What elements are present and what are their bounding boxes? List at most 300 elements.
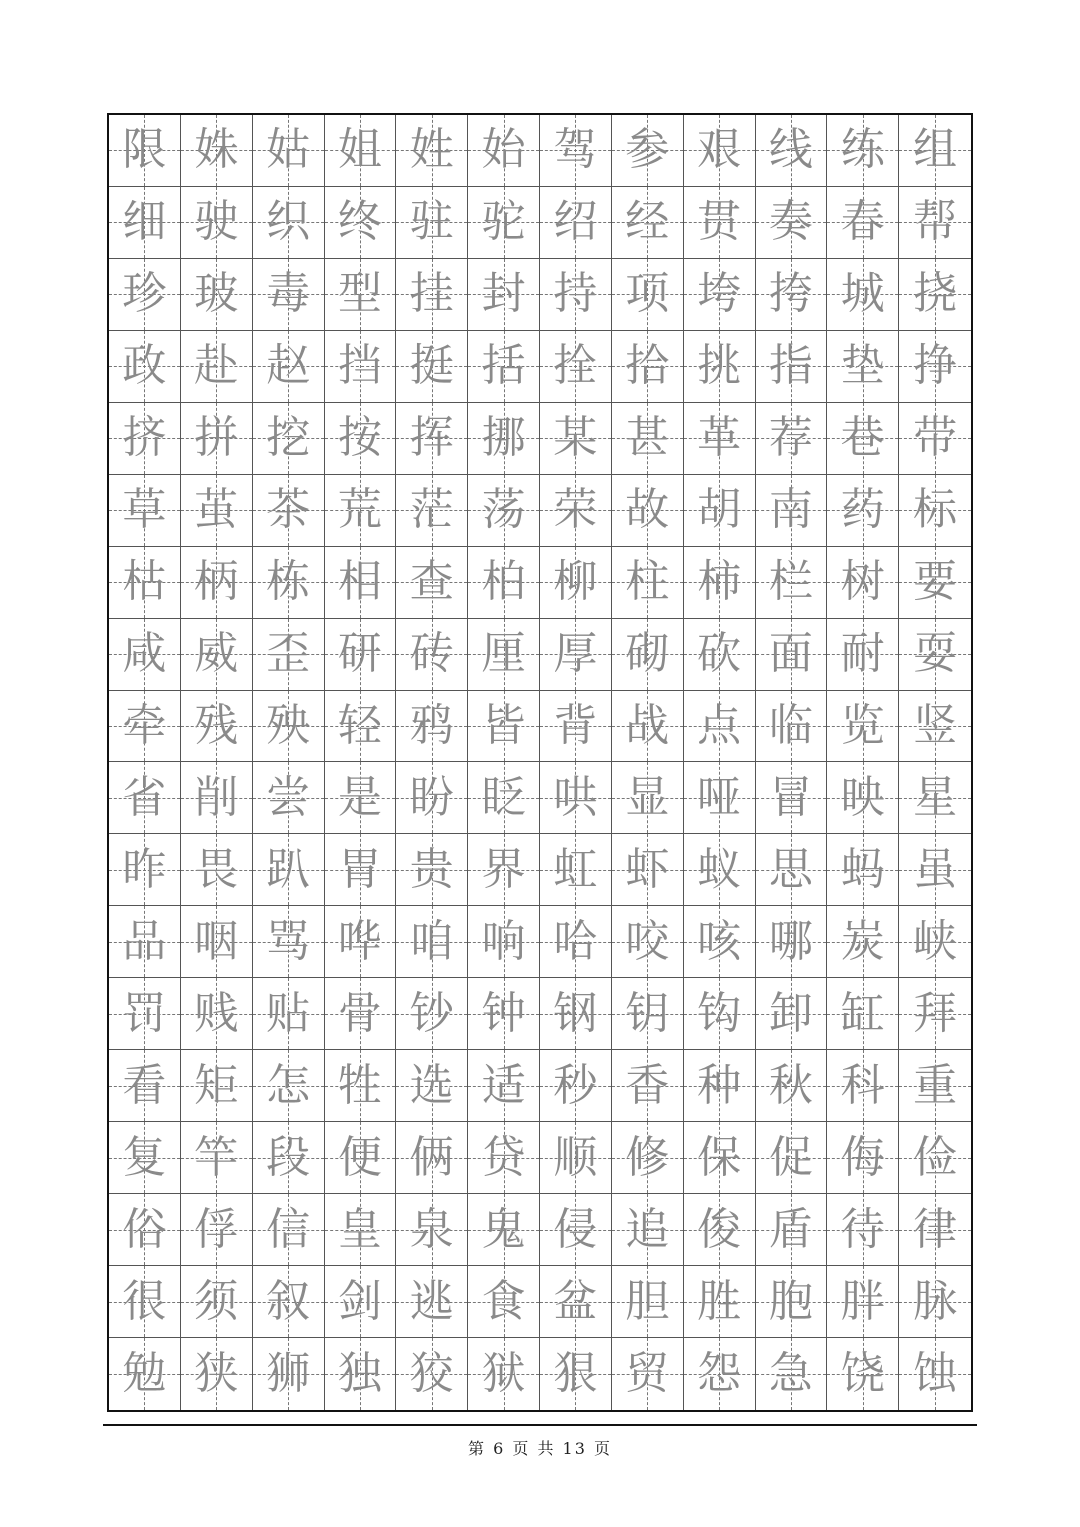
grid-cell bbox=[253, 1266, 325, 1338]
grid-cell bbox=[325, 187, 397, 259]
character: 顺 bbox=[553, 1131, 598, 1183]
character: 蚂 bbox=[840, 843, 885, 895]
character: 畏 bbox=[194, 843, 239, 895]
grid-cell bbox=[325, 762, 397, 834]
grid-cell bbox=[827, 187, 899, 259]
character: 栋 bbox=[266, 556, 311, 608]
character: 枯 bbox=[122, 556, 167, 608]
character: 览 bbox=[840, 700, 885, 752]
character: 胡 bbox=[697, 484, 742, 536]
grid-cell bbox=[468, 1050, 540, 1122]
grid-cell bbox=[899, 475, 971, 547]
grid-cell bbox=[325, 906, 397, 978]
character: 眨 bbox=[481, 771, 526, 823]
grid-cell bbox=[253, 1194, 325, 1266]
grid-cell bbox=[827, 1266, 899, 1338]
character: 哪 bbox=[768, 915, 813, 967]
character: 显 bbox=[625, 771, 670, 823]
character: 带 bbox=[913, 412, 958, 464]
character: 趴 bbox=[266, 843, 311, 895]
character: 钩 bbox=[697, 987, 742, 1039]
character: 咱 bbox=[409, 915, 454, 967]
grid-cell bbox=[396, 619, 468, 691]
grid-cell bbox=[325, 1122, 397, 1194]
character: 柏 bbox=[481, 556, 526, 608]
grid-cell bbox=[827, 115, 899, 187]
grid-cell bbox=[540, 978, 612, 1050]
grid-cell bbox=[612, 1050, 684, 1122]
grid-cell bbox=[684, 978, 756, 1050]
character: 蚀 bbox=[913, 1348, 958, 1400]
grid-cell bbox=[899, 1194, 971, 1266]
character: 选 bbox=[409, 1059, 454, 1111]
grid-cell bbox=[468, 619, 540, 691]
character: 型 bbox=[337, 268, 382, 320]
character: 独 bbox=[337, 1348, 382, 1400]
grid-cell bbox=[540, 1266, 612, 1338]
grid-cell bbox=[756, 475, 828, 547]
grid-cell bbox=[612, 403, 684, 475]
grid-cell bbox=[540, 834, 612, 906]
character: 挣 bbox=[913, 340, 958, 392]
grid-cell bbox=[396, 1266, 468, 1338]
character: 响 bbox=[481, 915, 526, 967]
character: 砍 bbox=[697, 628, 742, 680]
grid-cell bbox=[109, 691, 181, 763]
grid-cell bbox=[468, 115, 540, 187]
grid-cell bbox=[468, 259, 540, 331]
grid-cell bbox=[899, 403, 971, 475]
character: 驶 bbox=[194, 196, 239, 248]
character: 始 bbox=[481, 124, 526, 176]
grid-cell bbox=[325, 834, 397, 906]
character: 相 bbox=[337, 556, 382, 608]
grid-cell bbox=[540, 906, 612, 978]
grid-cell bbox=[253, 619, 325, 691]
grid-cell bbox=[109, 259, 181, 331]
grid-cell bbox=[684, 547, 756, 619]
grid-cell bbox=[181, 978, 253, 1050]
character: 艰 bbox=[697, 124, 742, 176]
character: 尝 bbox=[266, 771, 311, 823]
character: 练 bbox=[840, 124, 885, 176]
character: 哑 bbox=[697, 771, 742, 823]
grid-cell bbox=[253, 762, 325, 834]
character: 药 bbox=[840, 484, 885, 536]
character: 贱 bbox=[194, 987, 239, 1039]
grid-cell bbox=[899, 906, 971, 978]
character: 钞 bbox=[409, 987, 454, 1039]
grid-cell bbox=[109, 1122, 181, 1194]
character: 挤 bbox=[122, 412, 167, 464]
character: 草 bbox=[122, 484, 167, 536]
character: 挑 bbox=[697, 340, 742, 392]
character: 狭 bbox=[194, 1348, 239, 1400]
character: 残 bbox=[194, 700, 239, 752]
character: 帮 bbox=[913, 196, 958, 248]
grid-cell bbox=[756, 906, 828, 978]
character: 冒 bbox=[768, 771, 813, 823]
grid-cell bbox=[181, 331, 253, 403]
grid-cell bbox=[827, 1122, 899, 1194]
character: 括 bbox=[481, 340, 526, 392]
grid-cell bbox=[540, 259, 612, 331]
character: 叙 bbox=[266, 1275, 311, 1327]
grid-cell bbox=[612, 187, 684, 259]
character: 骂 bbox=[266, 915, 311, 967]
character: 胆 bbox=[625, 1275, 670, 1327]
grid-cell bbox=[899, 834, 971, 906]
grid-cell bbox=[109, 1266, 181, 1338]
character: 香 bbox=[625, 1059, 670, 1111]
grid-cell bbox=[468, 475, 540, 547]
character: 挡 bbox=[337, 340, 382, 392]
grid-cell bbox=[899, 115, 971, 187]
character: 故 bbox=[625, 484, 670, 536]
grid-cell bbox=[396, 834, 468, 906]
character: 便 bbox=[337, 1131, 382, 1183]
character: 柿 bbox=[697, 556, 742, 608]
grid-cell bbox=[540, 547, 612, 619]
grid-cell bbox=[612, 475, 684, 547]
grid-cell bbox=[827, 978, 899, 1050]
character: 厚 bbox=[553, 628, 598, 680]
character: 临 bbox=[768, 700, 813, 752]
grid-cell bbox=[468, 1194, 540, 1266]
character: 耍 bbox=[913, 628, 958, 680]
grid-cell bbox=[540, 1050, 612, 1122]
character: 挥 bbox=[409, 412, 454, 464]
grid-cell bbox=[899, 978, 971, 1050]
grid-cell bbox=[756, 1050, 828, 1122]
character: 急 bbox=[768, 1348, 813, 1400]
character: 贴 bbox=[266, 987, 311, 1039]
character: 重 bbox=[913, 1059, 958, 1111]
grid-cell bbox=[325, 547, 397, 619]
character: 指 bbox=[768, 340, 813, 392]
grid-cell bbox=[756, 1122, 828, 1194]
grid-cell bbox=[540, 403, 612, 475]
character: 茫 bbox=[409, 484, 454, 536]
grid-cell bbox=[253, 331, 325, 403]
grid-cell bbox=[181, 475, 253, 547]
grid-cell bbox=[181, 1266, 253, 1338]
grid-cell bbox=[109, 834, 181, 906]
character: 怨 bbox=[697, 1348, 742, 1400]
character: 皇 bbox=[337, 1203, 382, 1255]
grid-cell bbox=[540, 115, 612, 187]
grid-cell bbox=[109, 1338, 181, 1410]
character: 律 bbox=[913, 1203, 958, 1255]
character: 茶 bbox=[266, 484, 311, 536]
grid-cell bbox=[253, 187, 325, 259]
grid-cell bbox=[827, 1194, 899, 1266]
grid-cell bbox=[827, 906, 899, 978]
character: 背 bbox=[553, 700, 598, 752]
character: 驻 bbox=[409, 196, 454, 248]
character: 挂 bbox=[409, 268, 454, 320]
character: 种 bbox=[697, 1059, 742, 1111]
character: 贷 bbox=[481, 1131, 526, 1183]
character: 罚 bbox=[122, 987, 167, 1039]
grid-cell bbox=[899, 1122, 971, 1194]
character: 狮 bbox=[266, 1348, 311, 1400]
grid-cell bbox=[325, 619, 397, 691]
character: 俘 bbox=[194, 1203, 239, 1255]
character: 挠 bbox=[913, 268, 958, 320]
grid-cell bbox=[181, 547, 253, 619]
character: 侵 bbox=[553, 1203, 598, 1255]
grid-cell bbox=[756, 1338, 828, 1410]
character: 织 bbox=[266, 196, 311, 248]
character: 盾 bbox=[768, 1203, 813, 1255]
grid-cell bbox=[540, 619, 612, 691]
character: 研 bbox=[337, 628, 382, 680]
character: 南 bbox=[768, 484, 813, 536]
grid-cell bbox=[325, 331, 397, 403]
grid-cell bbox=[612, 834, 684, 906]
character: 看 bbox=[122, 1059, 167, 1111]
grid-cell bbox=[396, 978, 468, 1050]
character: 茧 bbox=[194, 484, 239, 536]
grid-cell bbox=[468, 1338, 540, 1410]
character: 绍 bbox=[553, 196, 598, 248]
character: 哄 bbox=[553, 771, 598, 823]
character: 经 bbox=[625, 196, 670, 248]
character: 星 bbox=[913, 771, 958, 823]
character: 虽 bbox=[913, 843, 958, 895]
grid-cell bbox=[684, 115, 756, 187]
bottom-rule bbox=[103, 1424, 977, 1426]
grid-cell bbox=[756, 1266, 828, 1338]
character: 厘 bbox=[481, 628, 526, 680]
grid-cell bbox=[396, 1194, 468, 1266]
grid-cell bbox=[612, 1194, 684, 1266]
character: 垮 bbox=[697, 268, 742, 320]
character: 咸 bbox=[122, 628, 167, 680]
character: 竿 bbox=[194, 1131, 239, 1183]
character: 削 bbox=[194, 771, 239, 823]
page-number: 第 6 页 共 13 页 bbox=[468, 1439, 612, 1458]
grid-cell bbox=[827, 1338, 899, 1410]
character: 砖 bbox=[409, 628, 454, 680]
character: 荒 bbox=[337, 484, 382, 536]
character: 胃 bbox=[337, 843, 382, 895]
grid-cell bbox=[684, 187, 756, 259]
grid-cell bbox=[109, 762, 181, 834]
grid-cell bbox=[396, 1122, 468, 1194]
character: 俭 bbox=[913, 1131, 958, 1183]
grid-cell bbox=[253, 403, 325, 475]
grid-cell bbox=[756, 619, 828, 691]
grid-cell bbox=[612, 1122, 684, 1194]
character: 荡 bbox=[481, 484, 526, 536]
grid-cell bbox=[684, 1122, 756, 1194]
character: 参 bbox=[625, 124, 670, 176]
grid-cell bbox=[827, 547, 899, 619]
character: 线 bbox=[768, 124, 813, 176]
character: 蚁 bbox=[697, 843, 742, 895]
grid-cell bbox=[253, 978, 325, 1050]
grid-cell bbox=[756, 331, 828, 403]
character: 毒 bbox=[266, 268, 311, 320]
grid-cell bbox=[396, 403, 468, 475]
grid-cell bbox=[540, 475, 612, 547]
character: 歪 bbox=[266, 628, 311, 680]
character: 皆 bbox=[481, 700, 526, 752]
grid-cell bbox=[756, 547, 828, 619]
character: 姑 bbox=[266, 124, 311, 176]
character: 要 bbox=[913, 556, 958, 608]
character: 点 bbox=[697, 700, 742, 752]
character: 省 bbox=[122, 771, 167, 823]
character: 姐 bbox=[337, 124, 382, 176]
character: 俊 bbox=[697, 1203, 742, 1255]
grid-cell bbox=[756, 115, 828, 187]
grid-cell bbox=[684, 331, 756, 403]
character: 胞 bbox=[768, 1275, 813, 1327]
grid-cell bbox=[181, 906, 253, 978]
grid-cell bbox=[540, 187, 612, 259]
character: 某 bbox=[553, 412, 598, 464]
character: 峡 bbox=[913, 915, 958, 967]
character: 钥 bbox=[625, 987, 670, 1039]
grid-cell bbox=[109, 1194, 181, 1266]
grid-cell bbox=[109, 547, 181, 619]
character: 待 bbox=[840, 1203, 885, 1255]
character: 是 bbox=[337, 771, 382, 823]
grid-cell bbox=[827, 691, 899, 763]
character: 胜 bbox=[697, 1275, 742, 1327]
character: 项 bbox=[625, 268, 670, 320]
grid-cell bbox=[827, 1050, 899, 1122]
grid-cell bbox=[253, 834, 325, 906]
grid-cell bbox=[612, 1266, 684, 1338]
grid-cell bbox=[396, 691, 468, 763]
character: 很 bbox=[122, 1275, 167, 1327]
grid-cell bbox=[325, 1050, 397, 1122]
character: 泉 bbox=[409, 1203, 454, 1255]
grid-cell bbox=[684, 1338, 756, 1410]
grid-cell bbox=[325, 1266, 397, 1338]
grid-cell bbox=[109, 403, 181, 475]
character: 赴 bbox=[194, 340, 239, 392]
character: 脉 bbox=[913, 1275, 958, 1327]
grid-cell bbox=[325, 259, 397, 331]
character: 牲 bbox=[337, 1059, 382, 1111]
grid-cell bbox=[684, 1266, 756, 1338]
grid-cell bbox=[109, 619, 181, 691]
grid-cell bbox=[181, 619, 253, 691]
grid-cell bbox=[396, 115, 468, 187]
character: 珍 bbox=[122, 268, 167, 320]
grid-cell bbox=[899, 259, 971, 331]
character: 剑 bbox=[337, 1275, 382, 1327]
grid-cell bbox=[612, 1338, 684, 1410]
grid-cell bbox=[612, 619, 684, 691]
character: 修 bbox=[625, 1131, 670, 1183]
character: 骨 bbox=[337, 987, 382, 1039]
character: 柳 bbox=[553, 556, 598, 608]
character: 俩 bbox=[409, 1131, 454, 1183]
grid-cell bbox=[899, 1338, 971, 1410]
character: 秒 bbox=[553, 1059, 598, 1111]
character: 巷 bbox=[840, 412, 885, 464]
character: 拼 bbox=[194, 412, 239, 464]
grid-cell bbox=[181, 1338, 253, 1410]
grid-cell bbox=[253, 547, 325, 619]
grid-cell bbox=[396, 1338, 468, 1410]
grid-cell bbox=[684, 403, 756, 475]
grid-cell bbox=[684, 619, 756, 691]
character: 狠 bbox=[553, 1348, 598, 1400]
character: 殃 bbox=[266, 700, 311, 752]
grid-cell bbox=[109, 115, 181, 187]
grid-cell bbox=[468, 906, 540, 978]
grid-cell bbox=[684, 691, 756, 763]
character: 奏 bbox=[768, 196, 813, 248]
grid-cell bbox=[899, 1050, 971, 1122]
character: 竖 bbox=[913, 700, 958, 752]
grid-cell bbox=[468, 1266, 540, 1338]
character: 缸 bbox=[840, 987, 885, 1039]
character: 俗 bbox=[122, 1203, 167, 1255]
grid-cell bbox=[827, 619, 899, 691]
grid-cell bbox=[181, 1050, 253, 1122]
grid-cell bbox=[827, 762, 899, 834]
grid-cell bbox=[612, 331, 684, 403]
character: 促 bbox=[768, 1131, 813, 1183]
character: 炭 bbox=[840, 915, 885, 967]
character: 科 bbox=[840, 1059, 885, 1111]
character: 柄 bbox=[194, 556, 239, 608]
grid-cell bbox=[325, 978, 397, 1050]
character: 拜 bbox=[913, 987, 958, 1039]
character: 牵 bbox=[122, 700, 167, 752]
character: 钟 bbox=[481, 987, 526, 1039]
character: 思 bbox=[768, 843, 813, 895]
character: 咽 bbox=[194, 915, 239, 967]
character: 鸦 bbox=[409, 700, 454, 752]
grid-cell bbox=[109, 187, 181, 259]
character: 树 bbox=[840, 556, 885, 608]
character: 姓 bbox=[409, 124, 454, 176]
character: 挺 bbox=[409, 340, 454, 392]
character: 拾 bbox=[625, 340, 670, 392]
character: 哗 bbox=[337, 915, 382, 967]
grid-cell bbox=[109, 906, 181, 978]
grid-cell bbox=[540, 1194, 612, 1266]
grid-cell bbox=[109, 978, 181, 1050]
character: 政 bbox=[122, 340, 167, 392]
grid-cell bbox=[756, 259, 828, 331]
grid-cell bbox=[325, 115, 397, 187]
character: 荣 bbox=[553, 484, 598, 536]
grid-cell bbox=[253, 115, 325, 187]
character: 虾 bbox=[625, 843, 670, 895]
character: 矩 bbox=[194, 1059, 239, 1111]
grid-cell bbox=[899, 331, 971, 403]
character: 查 bbox=[409, 556, 454, 608]
character: 轻 bbox=[337, 700, 382, 752]
grid-cell bbox=[109, 1050, 181, 1122]
grid-cell bbox=[827, 834, 899, 906]
grid-cell bbox=[684, 834, 756, 906]
character: 封 bbox=[481, 268, 526, 320]
character: 须 bbox=[194, 1275, 239, 1327]
grid-cell bbox=[325, 475, 397, 547]
grid-cell bbox=[396, 259, 468, 331]
